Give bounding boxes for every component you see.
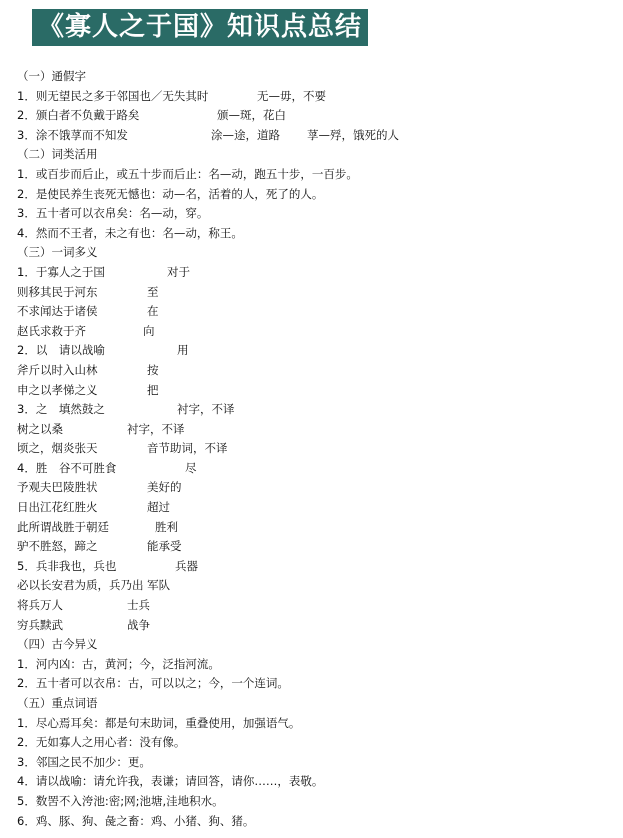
line-text: 不求闻达于诸侯: [17, 304, 98, 319]
line-text: （三）一词多义: [17, 245, 98, 260]
line-text: 驴不胜怒，蹄之: [17, 539, 98, 554]
line-text: 树之以桑: [17, 421, 63, 436]
line-gloss: 用: [177, 343, 189, 358]
text-line: [17, 694, 617, 714]
text-line: [17, 420, 617, 440]
text-line: [17, 576, 617, 596]
line-text: 1．尽心焉耳矣：都是句末助词，重叠使用，加强语气。: [17, 715, 301, 730]
line-text: 5．数罟不入洿池:密;网;池塘,洼地积水。: [17, 793, 224, 808]
line-text: 3．邻国之民不加少：更。: [17, 754, 151, 769]
line-text: 3．五十者可以衣帛矣：名—动，穿。: [17, 206, 209, 221]
line-gloss: 胜利: [155, 519, 178, 534]
line-text: （五）重点词语: [17, 696, 98, 710]
text-line: [17, 106, 617, 126]
line-gloss: 尽: [185, 460, 197, 475]
line-text: 6．鸡、豚、狗、彘之畜：鸡、小猪、狗、猪。: [17, 813, 255, 828]
line-gloss: 把: [147, 382, 159, 397]
text-line: [17, 243, 617, 263]
text-line: [17, 224, 617, 244]
text-line: [17, 185, 617, 205]
line-text: 予观夫巴陵胜状: [17, 480, 98, 495]
line-text: 3．涂不饿莩而不知发: [17, 127, 128, 142]
text-line: [17, 596, 617, 616]
line-gloss: 颁—斑，花白: [217, 108, 286, 123]
text-line: [17, 459, 617, 479]
line-gloss: 美好的: [147, 480, 182, 495]
text-line: [17, 733, 617, 753]
line-gloss: 向: [143, 323, 155, 338]
text-line: [17, 322, 617, 342]
line-text: 斧斤以时入山林: [17, 362, 98, 377]
line-gloss: 至: [147, 284, 159, 299]
text-line: [17, 714, 617, 734]
line-text: 将兵万人: [17, 598, 63, 613]
text-line: [17, 400, 617, 420]
line-gloss: 衬字，不译: [177, 402, 235, 417]
line-gloss: 战争: [127, 617, 150, 632]
text-line: [17, 655, 617, 675]
line-gloss: 对于: [167, 264, 190, 279]
text-line: [17, 145, 617, 165]
text-line: [17, 381, 617, 401]
line-text: 4．请以战喻：请允许我，表谦；请回答，请你……，表敬。: [17, 774, 324, 789]
line-text: 5．兵非我也，兵也: [17, 558, 117, 573]
line-gloss: 能承受: [147, 539, 182, 554]
line-text: 1．河内凶：古，黄河；今，泛指河流。: [17, 656, 220, 671]
line-text: （四）古今异义: [17, 637, 98, 652]
text-line: [17, 67, 617, 87]
line-gloss: 无—毋，不要: [257, 88, 326, 103]
text-line: [17, 674, 617, 694]
document-body: [17, 67, 617, 831]
text-line: [17, 537, 617, 557]
line-text: 赵氏求救于齐: [17, 323, 86, 338]
line-text: 2．以 请以战喻: [17, 343, 105, 358]
text-line: [17, 302, 617, 322]
line-gloss-2: 莩—殍，饿死的人: [307, 127, 399, 142]
text-line: [17, 812, 617, 832]
line-text: 2．无如寡人之用心者：没有像。: [17, 735, 186, 750]
line-text: 日出江花红胜火: [17, 500, 98, 515]
line-text: 穷兵黩武: [17, 617, 63, 632]
text-line: [17, 341, 617, 361]
line-text: 顷之，烟炎张天: [17, 441, 98, 456]
line-text: （一）通假字: [17, 69, 86, 83]
line-text: 3．之 填然鼓之: [17, 402, 105, 417]
line-gloss: 涂—途，道路: [211, 127, 280, 142]
line-gloss: 衬字，不译: [127, 421, 185, 436]
line-gloss: 按: [147, 362, 159, 377]
line-text: 2．五十者可以衣帛：古，可以以之；今，一个连词。: [17, 676, 289, 691]
line-text: 则移其民于河东: [17, 284, 98, 299]
line-text: 4．然而不王者，未之有也：名—动，称王。: [17, 225, 243, 240]
text-line: [17, 772, 617, 792]
text-line: [17, 557, 617, 577]
line-text: （二）词类活用: [17, 147, 98, 162]
line-gloss: 兵器: [175, 558, 198, 573]
text-line: [17, 792, 617, 812]
text-line: [17, 165, 617, 185]
line-text: 2．颁白者不负戴于路矣: [17, 108, 140, 123]
line-gloss: 在: [147, 304, 159, 319]
line-gloss: 士兵: [127, 598, 150, 613]
line-text: 1．则无望民之多于邻国也／无失其时: [17, 88, 209, 103]
line-gloss: 超过: [147, 500, 170, 515]
text-line: [17, 753, 617, 773]
text-line: [17, 439, 617, 459]
text-line: [17, 204, 617, 224]
text-line: [17, 518, 617, 538]
line-text: 申之以孝悌之义: [17, 382, 98, 397]
text-line: [17, 283, 617, 303]
text-line: [17, 616, 617, 636]
page-title: 《寡人之于国》知识点总结: [32, 9, 368, 46]
line-text: 1．于寡人之于国: [17, 264, 105, 279]
line-text: 1．或百步而后止，或五十步而后止：名—动，跑五十步，一百步。: [17, 166, 358, 181]
text-line: [17, 263, 617, 283]
text-line: [17, 498, 617, 518]
text-line: [17, 87, 617, 107]
text-line: [17, 478, 617, 498]
text-line: [17, 361, 617, 381]
line-text: 4．胜 谷不可胜食: [17, 460, 117, 475]
text-line: [17, 635, 617, 655]
text-line: [17, 126, 617, 146]
line-text: 2．是使民养生丧死无憾也：动—名，活着的人，死了的人。: [17, 186, 324, 201]
line-text: 此所谓战胜于朝廷: [17, 519, 109, 534]
line-gloss: 音节助词，不译: [147, 441, 228, 456]
line-text: 必以长安君为质，兵乃出 军队: [17, 578, 171, 593]
